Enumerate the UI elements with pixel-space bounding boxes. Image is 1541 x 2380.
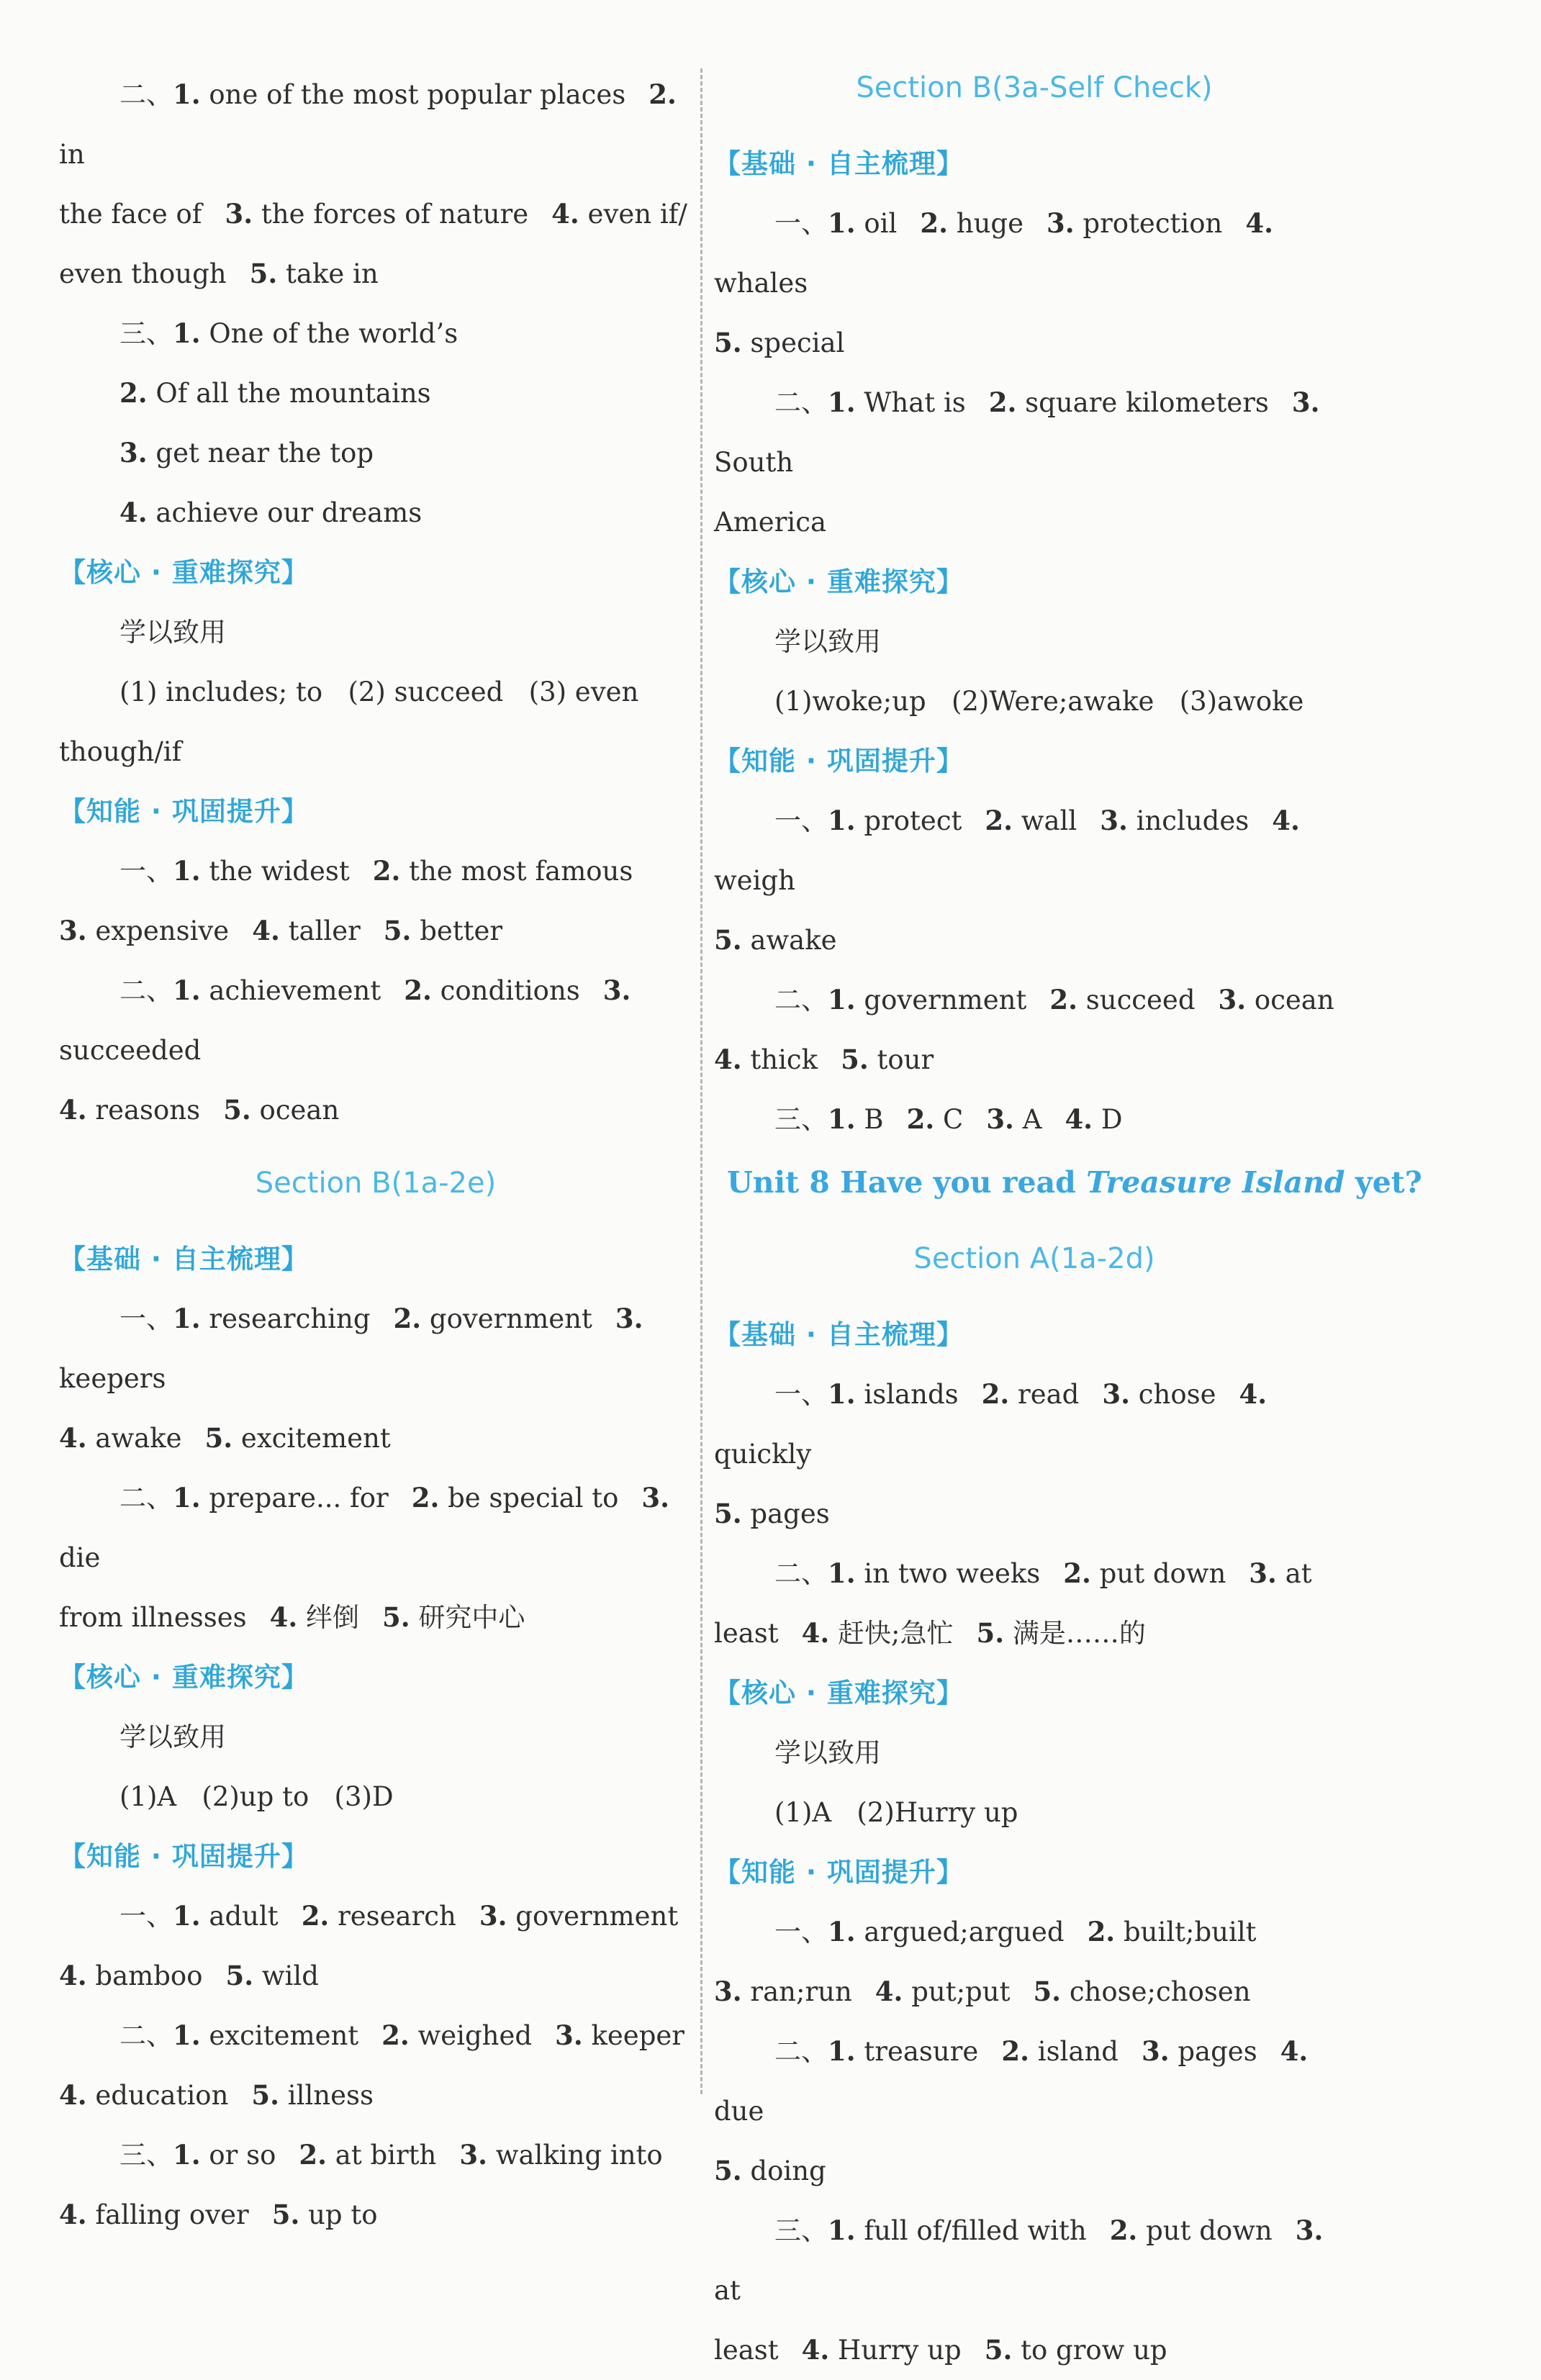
zhineng-tag: 【知能 · 巩固提升】	[59, 796, 309, 827]
practice-subheading: 学以致用	[774, 1737, 881, 1768]
answer-line: least 4. 赶快;急忙 5. 满是……的	[714, 1617, 1146, 1649]
answer-line: 三、1. or so 2. at birth 3. walking into	[119, 2139, 663, 2171]
answer-line: 三、1. One of the world’s	[119, 317, 458, 349]
practice-subheading: 学以致用	[774, 626, 881, 657]
answer-line: 二、1. achievement 2. conditions 3. succeeded	[59, 974, 640, 1066]
answer-line: 一、1. argued;argued 2. built;built	[774, 1916, 1257, 1947]
answer-line: 二、1. treasure 2. island 3. pages 4. due	[714, 2035, 1317, 2127]
section-title: Section A(1a-2d)	[913, 1242, 1155, 1275]
column-divider	[700, 68, 702, 2094]
left-column	[59, 65, 692, 2245]
answer-line: 4. bamboo 5. wild	[59, 1960, 319, 1991]
jichu-tag: 【基础 · 自主梳理】	[714, 148, 964, 179]
answer-line: 一、1. researching 2. government 3. keepers	[59, 1303, 652, 1394]
answer-line: 5. doing	[714, 2155, 826, 2186]
answer-line: least 4. Hurry up 5. to grow up	[714, 2334, 1167, 2366]
answer-line: 二、1. government 2. succeed 3. ocean	[774, 984, 1334, 1015]
answer-line: 3. expensive 4. taller 5. better	[59, 915, 503, 946]
answer-line: 一、1. adult 2. research 3. government	[119, 1900, 679, 1932]
zhineng-tag: 【知能 · 巩固提升】	[714, 1857, 964, 1888]
answer-line: 4. thick 5. tour	[714, 1044, 934, 1075]
zhineng-tag: 【知能 · 巩固提升】	[714, 746, 964, 777]
section-title: Section B(1a-2e)	[255, 1167, 497, 1200]
core-tag: 【核心 · 重难探究】	[714, 1678, 964, 1709]
unit-title: Unit 8 Have you read Treasure Island yet?	[727, 1165, 1422, 1200]
practice-subheading: 学以致用	[119, 1721, 226, 1752]
answer-line: 三、1. full of/filled with 2. put down 3. at	[714, 2214, 1332, 2306]
answer-line: though/if	[59, 736, 182, 767]
answer-line: 5. pages	[714, 1498, 830, 1529]
answer-line: 4. awake 5. excitement	[59, 1422, 391, 1454]
answer-line: even though 5. take in	[59, 258, 379, 289]
answer-line: (1)woke;up (2)Were;awake (3)awoke	[774, 686, 1304, 717]
answer-line: 4. falling over 5. up to	[59, 2199, 378, 2230]
answer-line: 4. reasons 5. ocean	[59, 1094, 340, 1126]
answer-line: 二、1. What is 2. square kilometers 3. South	[714, 386, 1329, 478]
answer-line: 一、1. protect 2. wall 3. includes 4. weigh	[714, 805, 1309, 896]
answer-line: 一、1. the widest 2. the most famous	[119, 855, 633, 887]
answer-line: 4. achieve our dreams	[119, 497, 422, 528]
answer-line: 三、1. B 2. C 3. A 4. D	[774, 1103, 1123, 1135]
answer-line: 5. special	[714, 327, 845, 358]
answer-line: (1) includes; to (2) succeed (3) even	[119, 677, 639, 707]
answer-line: 一、1. oil 2. huge 3. protection 4. whales	[714, 207, 1282, 299]
jichu-tag: 【基础 · 自主梳理】	[714, 1319, 964, 1350]
right-column	[714, 65, 1422, 2380]
answer-line: from illnesses 4. 绊倒 5. 研究中心	[59, 1601, 525, 1633]
answer-line: 二、1. prepare... for 2. be special to 3. die	[59, 1482, 678, 1573]
answer-line: 3. get near the top	[119, 437, 374, 469]
answer-line: 二、1. in two weeks 2. put down 3. at	[774, 1557, 1312, 1589]
answer-line: (1)A (2)Hurry up	[774, 1797, 1018, 1828]
answer-line: 5. awake	[714, 924, 837, 956]
answer-line: 4. education 5. illness	[59, 2079, 374, 2111]
answer-line: 二、1. excitement 2. weighed 3. keeper	[119, 2019, 684, 2051]
practice-subheading: 学以致用	[119, 617, 226, 648]
core-tag: 【核心 · 重难探究】	[59, 557, 309, 588]
answer-line: America	[714, 507, 827, 538]
answer-line: 2. Of all the mountains	[119, 377, 431, 409]
jichu-tag: 【基础 · 自主梳理】	[59, 1244, 309, 1275]
zhineng-tag: 【知能 · 巩固提升】	[59, 1841, 309, 1872]
core-tag: 【核心 · 重难探究】	[714, 566, 964, 597]
answer-line: 一、1. islands 2. read 3. chose 4. quickly	[714, 1378, 1275, 1470]
section-title: Section B(3a-Self Check)	[856, 71, 1213, 104]
answer-line: the face of 3. the forces of nature 4. even if/	[59, 198, 687, 230]
core-tag: 【核心 · 重难探究】	[59, 1662, 309, 1693]
answer-line: 3. ran;run 4. put;put 5. chose;chosen	[714, 1976, 1251, 2007]
answer-line: (1)A (2)up to (3)D	[119, 1781, 394, 1812]
answer-line: 二、1. one of the most popular places 2. in	[59, 78, 685, 170]
